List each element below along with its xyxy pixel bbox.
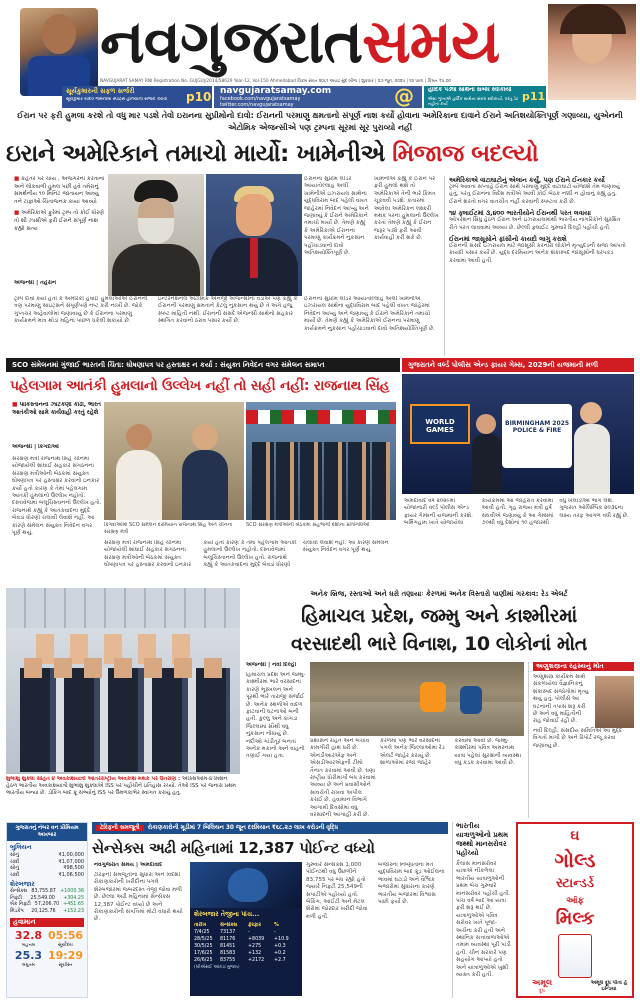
left-promo-sub: સૂર્યકુમાર યાદવે જર્મનીમાં સ્પોર્ટ્સ હર્નિયાની સર્જરી કરાવી (66, 97, 168, 102)
games-sign-2: BIRMINGHAM 2025 POLICE & FIRE (502, 404, 572, 468)
sensex-col-1: ટેરિફની સમજૂતીના સુધારા અને વિદેશી રોકાણકારોની ખરીદીના પગલે શેરબજારમાં જબરદસ્ત તેજી જોવા મળી છે. છેલ્લા અઢી મહિનામાં સેન્સેક્સ 12,387 પોઈન્ટ વધ્યો છે અને રોકાણકારોની સંપત્તિમાં મોટો વધારો થયો છે. (94, 872, 183, 923)
sensex-byline: નવગુજરાત સમય | અમદાવાદ (94, 862, 163, 868)
sensex-table (194, 922, 298, 971)
title-black: નવગુજરાત (100, 7, 363, 77)
ad-line-5: મિલ્ક (555, 908, 595, 929)
amul-brand-sub: દૂધ (539, 988, 545, 994)
share-row: બેંક નિફ્ટી 57,206.70 +451.65 (10, 902, 84, 908)
temp-min: 25.3 લઘુતમ (14, 949, 43, 968)
trump-tie (250, 238, 258, 278)
markets-panel (6, 822, 88, 998)
sco-caption-2: SCO સંરક્ષણ મંત્રીઓની બેઠકમાં સહભાગી દેશોના પ્રતિનિધિઓ (246, 522, 370, 528)
bullion-title: બુલિયન (10, 843, 32, 851)
games-photo (402, 374, 634, 494)
website-link[interactable]: navgujaratsamay.com (220, 86, 332, 96)
twitter-link[interactable]: twitter.com/navgujaratsamay (220, 102, 294, 108)
person-right-body (182, 450, 228, 520)
flag-strip (246, 410, 396, 424)
flood-kicker: અનેક બ્રિજ, રસ્તાઓ અને ઘરો તણાયાઃ કેરળમાં અનેક વિસ્તારો પાણીમાં ગરકાવ: રેડ એલર્ટ (310, 590, 568, 598)
table-head: તારીખ સેન્સેક્સ ફેરફાર % (194, 923, 279, 928)
ad-line-2: ગોલ્ડ (554, 848, 596, 872)
sco-headline: પહેલગામ આતંકી હુમલાનો ઉલ્લેખ નહીં તો સહી નહીં: રાજનાથ સિંહ (10, 378, 390, 394)
amul-logo (522, 978, 562, 994)
khamenei-beard (138, 218, 174, 244)
sidebar-item-body: ઈરાનની સંસદે ઇઝરાયલ માટે જાસૂસી કરનારા લોકોને મૃત્યુદંડની સજા આપતો કાયદો પસાર કર્યો છે. યુદ્ધ દરમિયાન અનેક શંકાસ્પદ જાસૂસોની ધરપકડ કરવામાં આવી હતી. (449, 243, 626, 264)
yatri-body: કૈલાસ માનસરોવર યાત્રાએ નીકળેલા ભારતીય યાત્રાળુઓની પ્રથમ બેચ ગુરુવારે માનસરોવર પહોંચી હતી. પાંચ વર્ષ બાદ આ યાત્રા ફરી શરૂ થઈ છે. યાત્રાળુઓએ પવિત્ર સરોવર ખાતે પૂજા-અર્ચના કરી હતી અને સ્થાનિક સત્તાવાળાઓએ તમામ વ્યવસ્થા પૂરી પાડી હતી. ચીન સરકારે પણ સહયોગ આપ્યો હતો અને યાત્રાળુઓએ ખુશી વ્યક્ત કરી હતી. (456, 861, 511, 979)
sensex-graphic (190, 862, 302, 996)
table-row: 7/4/25 73137 - - (194, 930, 276, 935)
space-caption-bold: શુભાંશુ શુક્લા સહિત ૪ અવકાશયાત્રી આંતરરાષ્ટ્રીય અવકાશ મથક પર ઉતરાણ : (6, 776, 181, 782)
milk-packet (558, 934, 592, 978)
table-row: 26/6/25 83755 +2172 +2.7 (194, 958, 286, 963)
flood-headline-2: વરસાદથી ભારે વિનાશ, 10 લોકોનાં મોત (291, 633, 587, 655)
table-note: (બીએસઈ આંકડા મુજબ) (194, 965, 240, 970)
bullion-row: ચાંદી ₹1,06,500 (10, 871, 84, 878)
sensex-banner-1: ટેરિફની સમજૂતી (96, 825, 144, 831)
registration-line: NAVGUJARAT SAMAY RNI Registration No. GUJGUJ/2014/58629 Year-12, Vol-150 Ahmedabad વિક્રમ સંવત ૨૦૮૧ અષાઢ સુદ બીજ | શુક્રવાર | ૨૭ જૂન, ૨૦૨૫ | ૧૨ પાના | કિંમત ₹૫.૦૦ (100, 79, 451, 84)
games-person (580, 402, 602, 424)
share-row: નિફ્ટી 25,549.00 +304.25 (10, 895, 84, 901)
weather-title: હવામાન (10, 918, 84, 927)
flood-byline: એજન્સી | નવી દિલ્હી (246, 662, 297, 668)
player-face (42, 14, 76, 54)
lead-headline-red: મિજાજ બદલ્યો (392, 139, 539, 167)
left-promo-page: p10 (186, 90, 212, 104)
right-actress-photo (548, 4, 636, 100)
ad-line-1: ઘ (570, 828, 580, 844)
space-caption-body: એક્સિઓમ-૪ મિશન હેઠળ ભારતીય અવકાશયાત્રી શુભાંશુ શુક્લાએ ISS પર પહોંચીને ઇતિહાસ રચ્યો. તેઓ ISS પર જનારા પ્રથમ ભારતીય બન્યા છે. ડોકિંગ બાદ ક્રૂ સભ્યોનું ISS પર ઉમળકાભેર સ્વાગત કરાયું હતું. (6, 776, 236, 796)
astronaut-faces (24, 658, 230, 678)
sidebar-item (449, 209, 630, 232)
games-body: અમદાવાદ વર્ષ ૨૦૨૯માં યોજાનારી વર્લ્ડ પોલીસ એન્ડ ફાયર ગેમ્સની યજમાની કરશે. બર્મિંગહામ ખાતે યોજાયેલા કાર્યક્રમમાં આ જાહેરાત કરવામાં આવી હતી. ગૃહ રાજ્ય મંત્રી હર્ષ સંઘવીએ જણાવ્યું કે આ ગેમ્સમાં ૭૦થી વધુ દેશોના ૧૦ હજારથી વધુ ખેલાડીઓ ભાગ લેશે. ગુજરાત ઓલિમ્પિક ૨૦૩૬ના લક્ષ્ય તરફ આગળ વધી રહ્યું છે. (404, 498, 629, 527)
flood-col-2: પ્રશાસને રાહત અને બચાવ કામગીરી હાથ ધરી છે. એનડીઆરએફ અને એસડીઆરએફની ટીમો તૈનાત કરવામાં આવી છે. ઘણા રાષ્ટ્રીય ધોરીમાર્ગો બંધ કરવામાં આવ્યા છે અને પ્રવાસીઓને સાવચેતી રાખવા અપીલ કરાઈ છે. હવામાન વિભાગે આગામી દિવસોમાં વધુ વરસાદની આગાહી કરી છે. (310, 738, 376, 818)
share-row: સેન્સેક્સ 83,755.87 +1000.36 (10, 889, 84, 895)
bull-icon (228, 868, 268, 902)
title-red: સમય (362, 7, 500, 77)
sidebar-item-title: ૧૪ ફ્લાઈટમાં ૩,૪૦૦ ભારતીયોને ઈરાનથી પરત લવાયા (449, 209, 591, 218)
sco-photo-2 (246, 402, 396, 520)
games-person-2-body (472, 434, 502, 494)
yatri-story (452, 822, 512, 998)
sunrise: 05:56 સૂર્યોદય (47, 929, 83, 948)
share-title: શેરબજાર (10, 880, 35, 889)
yatri-title: ભારતીય યાત્રાળુઓનો પ્રથમ જથ્થો માનસરોવર પહોંચ્યો (456, 822, 509, 857)
sco-banner: SCO સંમેલનમાં ગુંજાઈ ભારતની ચિંતા: ઘોષણાપત્ર પર હસ્તાક્ષર ન કર્યા : સંયુક્ત નિવેદન વગર સંમેલન સમાપ્ત (6, 358, 400, 372)
person-left-body (116, 450, 162, 520)
right-promo[interactable] (424, 86, 546, 108)
lead-bullet-1: ■ કહેતર પર ચાય , અજગરનાં કરતાંના અને લોકવાળી હુમલ પછી હવે તમેરાનું સમર્થનીય ૧૦ મિનિટ જાતાયન આવ્યું તને ટાફાઓ ચિંતાજનક કાયા આવ્યો (14, 176, 105, 205)
sensex-col-3: બજારના નિષ્ણાતોના મતે યુદ્ધવિરામ બાદ ક્રૂડ ઓઈલના ભાવમાં ઘટાડો અને વૈશ્વિક બજારોમાં સુધારાના કારણે ભારતીય બજારમાં વિશ્વાસ પાછો ફર્યો છે. (378, 862, 445, 906)
sco-bullet: ■ પાકિસ્તાનની ઝાટકણી કાઢી, ભારત આતંકીઓ સામે કાર્યવાહી કરતું રહેશે (12, 402, 101, 416)
flood-side-photo (595, 676, 634, 728)
lead-bullets (14, 176, 106, 286)
sco-byline: એજન્સી | કિંગદાઓ (12, 444, 60, 450)
games-person-2 (476, 414, 496, 434)
ad-line-4: ઑફ (566, 896, 584, 906)
rescuer-2 (460, 686, 482, 714)
flood-headline-1: હિમાચલ પ્રદેશ, જમ્મુ અને કાશ્મીરમાં (301, 605, 577, 627)
sensex-banner (92, 822, 448, 834)
lead-col-1: ઈરાનના સુપ્રીમ લીડર આયાતોલ્લાહ અલી ખામેનીએ ઇઝરાયલ સાથેના યુદ્ધવિરામ બાદ પહેલી વખત જાહેરમાં નિવેદન આપ્યું અને જણાવ્યું કે ઈરાને અમેરિકાને તમાચો માર્યો છે. તેમણે કહ્યું કે અમેરિકાએ ઈરાનના પરમાણુ કાર્યક્રમને નુકસાન પહોંચાડવાનો દાવો અતિશયોક્તિપૂર્ણ છે. (304, 176, 369, 257)
flood-photo (310, 662, 524, 736)
right-promo-page: p11 (522, 90, 546, 103)
delegates-row (252, 442, 390, 520)
sidebar-item-body: ઓપરેશન સિંધુ હેઠળ ઈરાન અને ઇઝરાયલમાંથી ભારતીય નાગરિકોને સુરક્ષિત રીતે પરત લાવવામાં આવ્યા છે. છેલ્લી ફ્લાઈટ ગુરુવારે દિલ્હી પહોંચી હતી. (449, 217, 621, 231)
lead-bullet-2: ■ અમેરિકાએ ફુરેમાં ટ્રમ્પ તો કોઈ ધોરણે તો શી ઝાક્ષીએ ફરી ઈરાને સંપૂર્ણ નાશ કહ્યો સત્ય (14, 210, 104, 232)
temp-max: 32.8 મહત્તમ (14, 929, 43, 948)
table-row: 30/5/25 81451 +275 +0.3 (194, 944, 286, 949)
iss-wall (6, 588, 240, 628)
masthead (0, 0, 640, 108)
sidebar-item (449, 176, 630, 206)
bullion-row: ચાંદી ₹1,07,000 (10, 858, 84, 865)
table-title: શેરબજાર તેજીના પાંચ... (194, 910, 260, 918)
share-row: મિડકેપ 20,125.76 +152.23 (10, 908, 84, 914)
flood-side-title: અણુશસ્ત્રના રહસ્યનું મોત (533, 662, 634, 671)
flood-side-small: નવી દિલ્હી, સંસદીય સમિતિએ આ મુદ્દે વિગતો માંગી છે અને રિપોર્ટ રજૂ કરવા જણાવ્યું છે. (533, 727, 623, 749)
flood-col-1: હિમાચલ પ્રદેશ અને જમ્મુ-કાશ્મીરમાં ભારે વરસાદના કારણે ભૂસ્ખલન અને પૂરથી ભારે તારાજી સર્જાઈ છે. અનેક સ્થળોએ વાદળ ફાટવાની ઘટનાઓ બની હતી. કુલ્લુ અને કાંગડા જિલ્લામાં સૌથી વધુ નુકસાન નોંધાયું છે. નદીઓ ગાંડીતૂર બનતાં અનેક મકાનો અને વાહનો તણાઈ ગયા હતા. (246, 672, 306, 760)
bull-art (190, 862, 302, 908)
games-person-body (574, 424, 610, 494)
right-promo-title: હાર્દિક પંડ્યા સાથેના સંબંધ સ્વીકાર્યા (428, 87, 512, 93)
ad-tagline: અમૂલ દૂધ પીતા હૈ ઇન્ડિયા (590, 980, 628, 992)
left-promo-title: સૂર્યકુમારની સફળ સર્જરી (66, 87, 135, 95)
flood-side (528, 662, 634, 818)
actress-hair (560, 4, 626, 34)
flood-col-3: કેરળમાં પણ ભારે વરસાદના પગલે અનેક જિલ્લાઓમાં રેડ એલર્ટ જાહેર કરાયું છે. શાળાઓમાં રજા જાહેર કરવામાં આવી છે. જમ્મુ-કાશ્મીરમાં પવિત્ર અમરનાથ યાત્રા પહેલાં સુરક્ષાની વ્યવસ્થા વધુ કડક કરવામાં આવી છે. (380, 738, 522, 767)
bullion-row: સોનું ₹98,500 (10, 865, 84, 872)
amul-brand: અમૂલ (531, 978, 553, 987)
lead-col-4: ઇન્ટરનેશનલ એટોમિક એનર્જી એજન્સીના વડાએ પણ કહ્યું કે ઈરાનની પરમાણુ ક્ષમતાને કેટલું નુકસાન થયું છે તે અંગે હજુ સ્પષ્ટ માહિતી નથી. ઈરાનની સંસદે એજન્સી સાથેનો સહકાર સ્થગિત કરવાનો ઠરાવ પસાર કર્યો છે. (158, 296, 298, 325)
bullion-list (7, 852, 87, 878)
right-promo-sub: એશા ગુપ્તાએ હાર્દિક સાથેના સંબંધ સ્વીકાર્યા, પરંતુ ડેટ નહોતા કર્યા (428, 96, 519, 106)
trump-face (236, 194, 272, 236)
khamenei-photo (108, 174, 204, 296)
flood-water (310, 702, 524, 736)
games-sign-1: WORLD GAMES (410, 404, 470, 444)
rescuer (420, 682, 446, 712)
person-left (126, 424, 152, 450)
sidebar-item-body: ટ્રમ્પે આવતા સપ્તાહે ઈરાન સાથે પરમાણુ મુદ્દે વાટાઘાટો યોજાશે તેમ જણાવ્યું હતું, પરંતુ ઈરાનના વિદેશ મંત્રીએ આવી કોઈ બેઠક નક્કી ન હોવાનું કહ્યું હતું. ઈરાને શરતો વગર વાતચીત નહીં કરવાની સ્પષ્ટતા કરી છે. (449, 184, 620, 205)
lead-col-2: ખામેનીએ કહ્યું કે ઈરાન પર ફરી હુમલો થશે તો અમેરિકાએ તેની ભારે કિંમત ચૂકવવી પડશે. કતારમાં આવેલા અમેરિકન લશ્કરી મથક પરના હુમલાનો ઉલ્લેખ કરતાં તેમણે કહ્યું કે ઈરાન જરૂર પડ્યે ફરી આવી કાર્યવાહી કરી શકે છે. (374, 176, 439, 242)
lead-byline: એજન્સી | તહેરાન (14, 280, 57, 286)
facebook-link[interactable]: facebook.com/navgujaratsamay (220, 96, 301, 102)
sco-body-2: સંરક્ષણ મંત્રી રાજનાથ સિંહે ચીનમાં યોજાયેલી શાંઘાઈ સહકાર સંગઠનના સંરક્ષણ મંત્રીઓની બેઠકમાં સંયુક્ત ઘોષણાપત્ર પર હસ્તાક્ષર કરવાનો ઇનકાર કર્યો હતો કારણ કે તેમાં પહેલગામ આતંકી હુમલાનો ઉલ્લેખ નહોતો. દસ્તાવેજમાં બલૂચિસ્તાનનો ઉલ્લેખ હતો. રાજનાથે કહ્યું કે આતંકવાદના મુદ્દે બેવડાં ધોરણો ચલાવી લેવાશે નહીં. આ કારણે સંમેલન સંયુક્ત નિવેદન વગર પૂર્ણ થયું. (104, 540, 389, 569)
lead-headline (6, 136, 634, 170)
table-row: 17/6/25 81583 +132 +0.2 (194, 951, 286, 956)
sco-caption-1: કિંગદાઓમાં SCO સંમેલન દરમિયાન રાજનાથ સિંહ અને ચીનના સંરક્ષણ મંત્રી (104, 522, 233, 535)
sidebar-item (449, 235, 630, 265)
lead-col-5: ઈરાનના સુપ્રીમ લીડર આયાતોલ્લાહ અલી ખામેનીએ ઇઝરાયલ સાથેના યુદ્ધવિરામ બાદ પહેલી વખત જાહેરમાં નિવેદન આપ્યું અને જણાવ્યું કે ઈરાને અમેરિકાને તમાચો માર્યો છે. તેમણે કહ્યું કે અમેરિકાએ ઈરાનના પરમાણુ કાર્યક્રમને નુકસાન પહોંચાડવાનો દાવો અતિશયોક્તિપૂર્ણ છે. (304, 296, 436, 332)
amul-ad[interactable] (516, 822, 634, 998)
khamenei-robe (112, 244, 200, 296)
sensex-banner-2: રોકાણકારોની મૂડીમાં 7 બિલિયન 30 જૂન દરમિયાન ₹૬૮.૨૭ લાખ કરોડની વૃદ્ધિ (147, 825, 338, 831)
sidebar-item-title: અમેરિકાએ વાટાઘાટોનું એલાન કર્યું, પણ ઈરાને ઈનકાર કર્યો (449, 176, 605, 184)
weather-grid (7, 927, 87, 970)
lead-headline-black: ઇરાને અમેરિકાને તમાચો માર્યો: ખામેનીએ (6, 139, 393, 167)
lead-col-3: ટ્રમ્પે દાવો કર્યો હતો કે અમેરિકી હવાઈ હુમલાઓએ ઈરાનની ત્રણ પરમાણુ સાઇટ્સને સંપૂર્ણપણે નષ્ટ કરી નાખી છે. જોકે ગુપ્તચર અહેવાલોમાં જણાવાયું છે કે ઈરાનના પરમાણુ કાર્યક્રમને માત્ર થોડા મહિના પાછળ ધકેલી શકાયો છે. (14, 296, 148, 325)
trump-photo (206, 174, 302, 296)
sensex-headline: સેન્સેક્સ અઢી મહિનામાં 12,387 પોઈન્ટ વધ્યો (92, 839, 375, 857)
flood-side-body: અણુશસ્ત્ર કાર્યક્રમ સાથે સંકળાયેલા વૈજ્ઞાનિકનું શંકાસ્પદ સંજોગોમાં મૃત્યુ થયું હતું. પોલીસે આ ઘટનાની તપાસ શરૂ કરી છે અને વધુ માહિતીની રાહ જોવાઈ રહી છે. (533, 674, 589, 725)
space-caption (6, 776, 240, 818)
left-promo[interactable] (62, 86, 212, 108)
games-banner: ગુજરાતને વર્લ્ડ પોલીસ એન્ડ ફાયર ગેમ્સ, 2029ની યજમાની મળી (402, 358, 634, 372)
space-photo (6, 588, 240, 774)
at-icon: @ (394, 86, 414, 108)
lead-sidebar (444, 176, 630, 356)
sidebar-item-title: ઈરાનમાં જાસૂસોને ફાંસીનો કાયદો લાગુ કરાશે (449, 235, 567, 244)
sunset: 19:29 સૂર્યાસ્ત (47, 949, 83, 968)
person-right (192, 424, 218, 450)
masthead-title (100, 6, 540, 78)
social-strip (214, 86, 422, 108)
astronaut-row-2 (20, 668, 230, 772)
left-player-photo (20, 8, 98, 96)
sco-photo-1 (104, 402, 244, 520)
table-row: 28/5/25 81176 +8039 +10.9 (194, 937, 289, 942)
sensex-col-2: ગુરુવારે સેન્સેક્સ 1,000 પોઈન્ટથી વધુ ઉછળીને 83,755 પર બંધ રહ્યો હતો જ્યારે નિફ્ટી 25,549ની સપાટીએ પહોંચ્યો હતો. બેંકિંગ, આઈટી અને મેટલ શેરોમાં જોરદાર ખરીદી જોવા મળી હતી. (306, 862, 368, 920)
bullion-row: સોનું ₹1,00,000 (10, 852, 84, 858)
brand-strip: ગુજરાતનું નંબર વન પ્રીમિયમ અખબાર (7, 823, 87, 841)
lead-kicker: ઈરાન પર ફરી હુમલા કરશે તો વધુ માર પડશે તેવો ઇરાનના સુપ્રીમોનો દાવો: ઈરાનની પરમાણુ ક્ષમતાનો સંપૂર્ણ નાશ કર્યો હોવાના અમેરિકાના દાવાને ઈરાને અતિશયોક્તિપૂર્ણ ગણાવ્યા, યુએનની એટોમિક એજન્સીએ પણ ટ્રમ્પના સૂરમાં સૂર પુરાવ્યો નહીં (17, 111, 623, 132)
sco-body: સંરક્ષણ મંત્રી રાજનાથ સિંહે ચીનમાં યોજાયેલી શાંઘાઈ સહકાર સંગઠનના સંરક્ષણ મંત્રીઓની બેઠકમાં સંયુક્ત ઘોષણાપત્ર પર હસ્તાક્ષર કરવાનો ઇનકાર કર્યો હતો કારણ કે તેમાં પહેલગામ આતંકી હુમલાનો ઉલ્લેખ નહોતો. દસ્તાવેજમાં બલૂચિસ્તાનનો ઉલ્લેખ હતો. રાજનાથે કહ્યું કે આતંકવાદના મુદ્દે બેવડાં ધોરણો ચલાવી લેવાશે નહીં. આ કારણે સંમેલન સંયુક્ત નિવેદન વગર પૂર્ણ થયું. (12, 456, 102, 537)
share-list (7, 889, 87, 915)
ad-line-3: સ્ટાન્ડર્ડ (556, 876, 594, 891)
